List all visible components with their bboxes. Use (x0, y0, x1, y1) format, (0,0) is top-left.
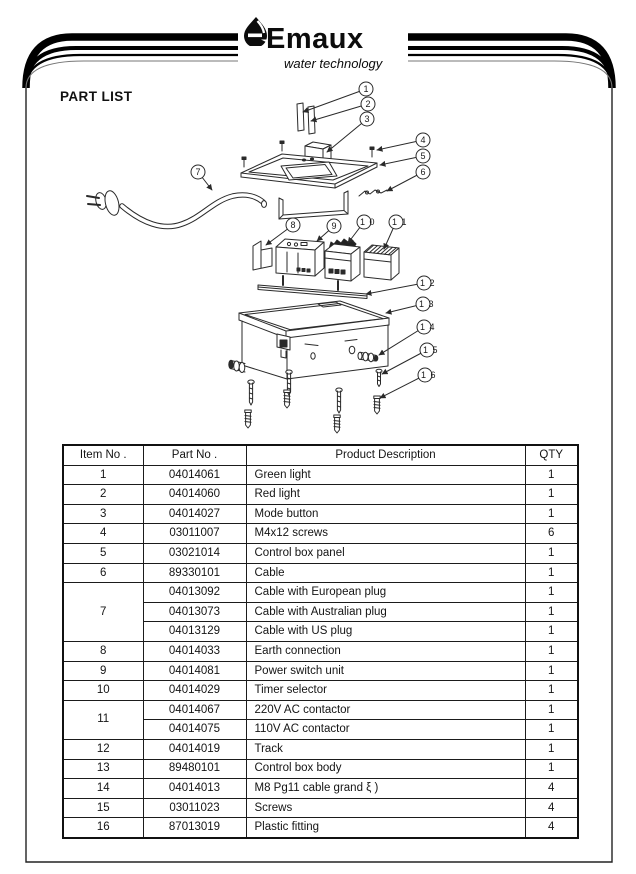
callout-number: 6 (430, 370, 436, 381)
part-control-box-body (239, 301, 389, 379)
item-no-cell: 12 (63, 739, 143, 759)
part-no-cell: 04014027 (143, 504, 246, 524)
description-cell: Control box body (246, 759, 525, 779)
item-no-cell: 14 (63, 779, 143, 799)
description-cell: Mode button (246, 504, 525, 524)
part-no-cell: 03011023 (143, 798, 246, 818)
qty-cell: 1 (525, 465, 578, 485)
item-no-cell: 3 (63, 504, 143, 524)
description-cell: Green light (246, 465, 525, 485)
table-row (63, 504, 578, 524)
table-row (63, 465, 578, 485)
table-row (63, 641, 578, 661)
callout-number: 1 (401, 217, 407, 228)
item-no-cell: 16 (63, 818, 143, 838)
description-cell: Screws (246, 798, 525, 818)
table-row (63, 759, 578, 779)
description-cell: Earth connection (246, 641, 525, 661)
description-cell: Timer selector (246, 681, 525, 701)
description-cell: Control box panel (246, 543, 525, 563)
brand-logo (238, 14, 410, 72)
item-no-cell: 11 (63, 700, 143, 739)
callout-number: 9 (331, 221, 337, 232)
qty-cell: 1 (525, 563, 578, 583)
part-no-cell: 04013092 (143, 583, 246, 603)
callout-number: 6 (420, 167, 426, 178)
part-control-box-panel (241, 154, 377, 188)
part-power-switch-unit (276, 239, 324, 285)
item-no-cell: 13 (63, 759, 143, 779)
brand-tagline: water technology (284, 56, 383, 71)
callout-number: 5 (420, 151, 426, 162)
description-cell: Red light (246, 485, 525, 505)
description-cell: Plastic fitting (246, 818, 525, 838)
table-row (63, 681, 578, 701)
part-green-light (297, 103, 304, 131)
part-plastic-fittings (245, 390, 380, 433)
callout-number: 1 (363, 84, 369, 95)
table-row (63, 524, 578, 544)
qty-cell: 1 (525, 641, 578, 661)
part-no-cell: 03021014 (143, 543, 246, 563)
qty-cell: 1 (525, 720, 578, 740)
qty-cell: 4 (525, 798, 578, 818)
description-cell: Cable (246, 563, 525, 583)
table-row (63, 563, 578, 583)
table-row (63, 818, 578, 838)
description-cell: Track (246, 739, 525, 759)
part-no-cell: 04014067 (143, 700, 246, 720)
callout-number: 1 (418, 299, 425, 310)
column-header: QTY (525, 445, 578, 465)
qty-cell: 1 (525, 602, 578, 622)
parts-table-body (63, 465, 578, 838)
description-cell: Cable with US plug (246, 622, 525, 642)
item-no-cell: 5 (63, 543, 143, 563)
callout-number: 1 (391, 217, 398, 228)
callout-number: 4 (420, 135, 426, 146)
qty-cell: 6 (525, 524, 578, 544)
callout-leader (303, 89, 366, 112)
callout-number: 1 (422, 345, 429, 356)
table-row (63, 485, 578, 505)
table-row (63, 779, 578, 799)
callout-number: 1 (419, 278, 426, 289)
description-cell: Power switch unit (246, 661, 525, 681)
description-cell: M8 Pg11 cable grand ξ ) (246, 779, 525, 799)
callout-leader (311, 104, 368, 121)
part-no-cell: 04014013 (143, 779, 246, 799)
callout-leader (380, 375, 425, 398)
column-header: Product Description (246, 445, 525, 465)
part-cable-gland-left (229, 360, 245, 372)
item-no-cell: 1 (63, 465, 143, 485)
item-no-cell: 6 (63, 563, 143, 583)
description-cell: M4x12 screws (246, 524, 525, 544)
part-no-cell: 89480101 (143, 759, 246, 779)
table-row (63, 543, 578, 563)
callout-number: 7 (195, 167, 201, 178)
item-no-cell: 2 (63, 485, 143, 505)
part-no-cell: 89330101 (143, 563, 246, 583)
description-cell: Cable with Australian plug (246, 602, 525, 622)
part-contactor (364, 245, 399, 280)
table-row (63, 798, 578, 818)
part-no-cell: 04014060 (143, 485, 246, 505)
callout-number: 0 (369, 217, 375, 228)
description-cell: 110V AC contactor (246, 720, 525, 740)
table-row (63, 700, 578, 720)
page-title: PART LIST (60, 89, 133, 104)
table-row (63, 739, 578, 759)
column-header: Part No . (143, 445, 246, 465)
item-no-cell: 7 (63, 583, 143, 642)
part-no-cell: 04013129 (143, 622, 246, 642)
callout-number: 5 (432, 345, 438, 356)
qty-cell: 4 (525, 818, 578, 838)
item-no-cell: 9 (63, 661, 143, 681)
callout-leader (366, 283, 424, 294)
part-no-cell: 04014029 (143, 681, 246, 701)
qty-cell: 1 (525, 543, 578, 563)
part-no-cell: 03011007 (143, 524, 246, 544)
part-no-cell: 04014081 (143, 661, 246, 681)
qty-cell: 1 (525, 700, 578, 720)
callout-number: 1 (359, 217, 366, 228)
qty-cell: 1 (525, 622, 578, 642)
item-no-cell: 4 (63, 524, 143, 544)
item-no-cell: 15 (63, 798, 143, 818)
qty-cell: 1 (525, 759, 578, 779)
parts-table (62, 444, 579, 839)
callout-number: 1 (420, 370, 427, 381)
part-no-cell: 04014075 (143, 720, 246, 740)
part-no-cell: 04014033 (143, 641, 246, 661)
header-row (63, 445, 578, 465)
column-header: Item No . (63, 445, 143, 465)
callout-number: 3 (428, 299, 434, 310)
part-no-cell: 87013019 (143, 818, 246, 838)
part-no-cell: 04013073 (143, 602, 246, 622)
qty-cell: 1 (525, 485, 578, 505)
item-no-cell: 8 (63, 641, 143, 661)
part-no-cell: 04014019 (143, 739, 246, 759)
callout-number: 4 (429, 322, 435, 333)
callout-number: 2 (429, 278, 435, 289)
callout-number: 3 (364, 114, 370, 125)
qty-cell: 1 (525, 504, 578, 524)
part-cable (87, 189, 267, 226)
callout-number: 1 (419, 322, 426, 333)
exploded-diagram (87, 82, 438, 433)
emaux-drop-icon (242, 16, 268, 46)
description-cell: Cable with European plug (246, 583, 525, 603)
qty-cell: 4 (525, 779, 578, 799)
description-cell: 220V AC contactor (246, 700, 525, 720)
part-no-cell: 04014061 (143, 465, 246, 485)
part-earth-strap (279, 191, 348, 219)
brand-name: Emaux (266, 23, 364, 55)
qty-cell: 1 (525, 583, 578, 603)
parts-table-head (63, 445, 578, 465)
qty-cell: 1 (525, 739, 578, 759)
part-track (258, 285, 367, 299)
callout-leader (327, 119, 367, 152)
callout-number: 2 (365, 99, 371, 110)
part-timer-selector (325, 239, 360, 290)
table-row (63, 583, 578, 603)
part-earth-connection (253, 241, 272, 270)
callout-leader (379, 327, 424, 355)
qty-cell: 1 (525, 681, 578, 701)
part-cable-clip (359, 190, 387, 196)
callout-number: 8 (290, 220, 296, 231)
table-row (63, 661, 578, 681)
part-cable-gland-right (358, 352, 378, 362)
item-no-cell: 10 (63, 681, 143, 701)
qty-cell: 1 (525, 661, 578, 681)
